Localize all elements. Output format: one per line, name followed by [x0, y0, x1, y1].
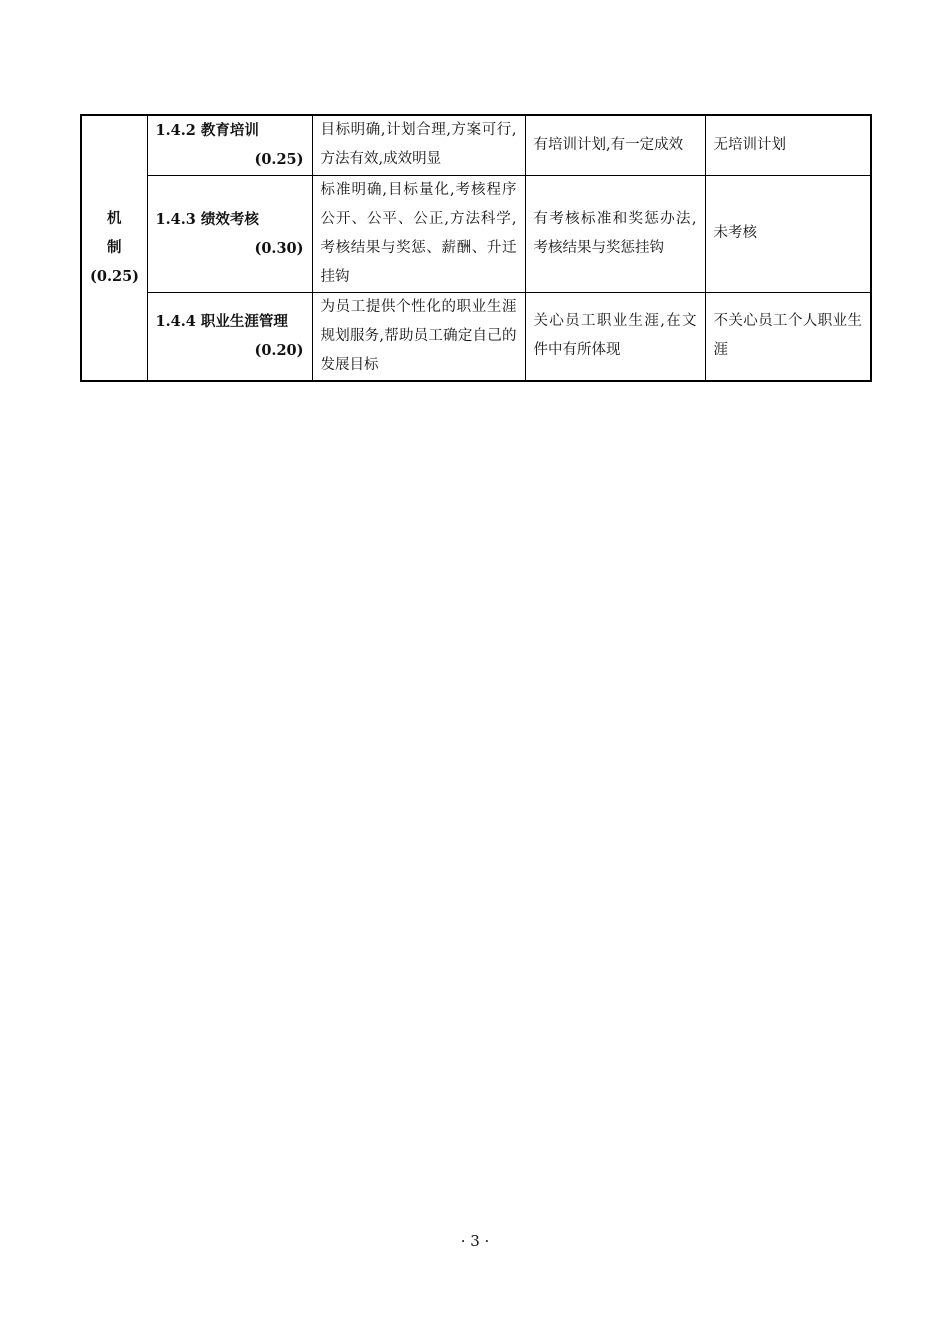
poor-standard: 无培训计划 — [705, 115, 871, 175]
item-name: 1.4.3 绩效考核 — [155, 210, 259, 228]
item-name: 1.4.2 教育培训 — [155, 122, 259, 140]
item-cell — [147, 175, 312, 292]
page-number: · 3 · — [460, 1232, 490, 1250]
fair-standard: 有考核标准和奖惩办法,考核结果与奖惩挂钩 — [525, 175, 705, 292]
table-row — [81, 175, 871, 292]
excellent-standard: 目标明确,计划合理,方案可行,方法有效,成效明显 — [312, 115, 525, 175]
table-row — [81, 292, 871, 381]
item-weight: (0.25) — [254, 151, 304, 169]
item-weight: (0.30) — [254, 239, 304, 257]
excellent-standard: 为员工提供个性化的职业生涯规划服务,帮助员工确定自己的发展目标 — [312, 292, 525, 381]
item-name: 1.4.4 职业生涯管理 — [155, 313, 288, 330]
item-cell — [147, 115, 312, 175]
poor-standard: 不关心员工个人职业生涯 — [705, 292, 871, 381]
category-cell — [81, 115, 147, 381]
evaluation-criteria-table — [80, 114, 872, 382]
item-weight: (0.20) — [254, 342, 304, 359]
category-weight: (0.25) — [90, 268, 140, 286]
poor-standard: 未考核 — [705, 175, 871, 292]
item-cell — [147, 292, 312, 381]
category-line-2: 制 — [107, 239, 122, 257]
category-line-1: 机 — [107, 210, 122, 228]
excellent-standard: 标准明确,目标量化,考核程序公开、公平、公正,方法科学,考核结果与奖惩、薪酬、升迁挂钩 — [312, 175, 525, 292]
fair-standard: 关心员工职业生涯,在文件中有所体现 — [525, 292, 705, 381]
fair-standard: 有培训计划,有一定成效 — [525, 115, 705, 175]
table-row — [81, 115, 871, 175]
